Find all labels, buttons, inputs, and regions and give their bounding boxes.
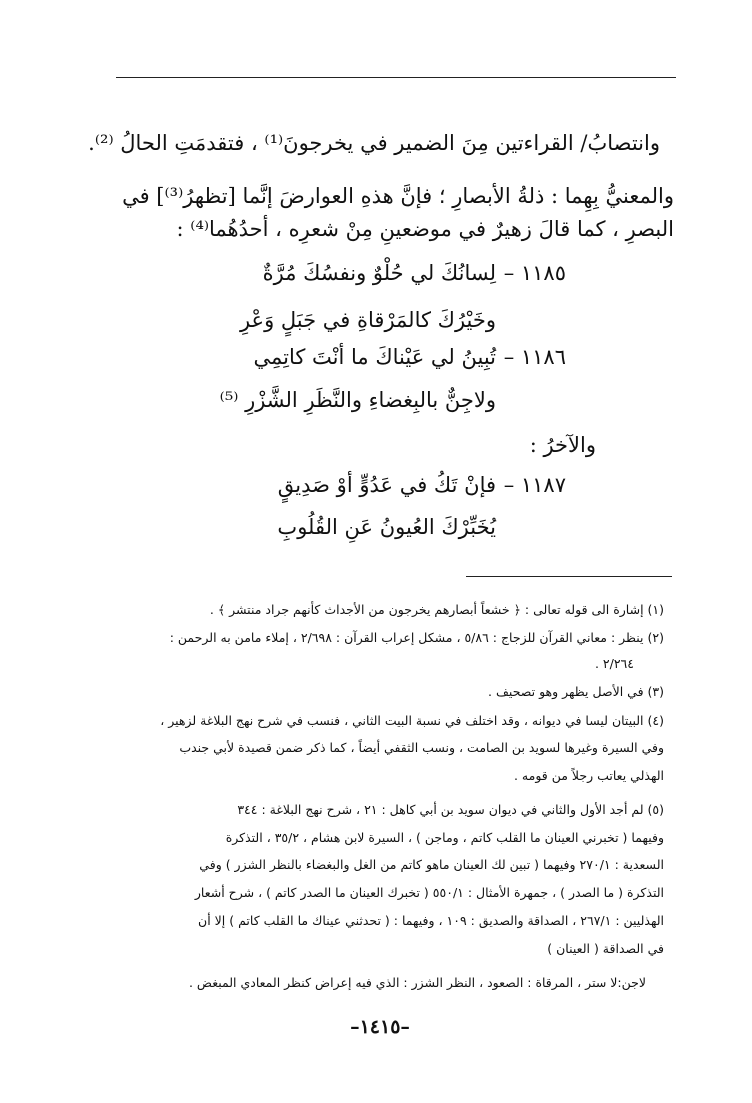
page-number: –١٤١٥–: [350, 1016, 410, 1038]
footnote-5: (٥) لم أجد الأول والثاني في ديوان سويد بن أبي كاهل : ٢١ ، شرح نهج البلاغة : ٣٤٤: [237, 802, 664, 817]
verse-1187-number: ١١٨٧ –: [503, 473, 566, 497]
verse-1187-second: يُخَبِّرْكَ العُيونُ عَنِ القُلُوبِ: [277, 515, 496, 539]
footnote-2: (٢) ينظر : معاني القرآن للزجاج : ٥/٨٦ ، مشكل إعراب القرآن : ٢/٦٩٨ ، إملاء مامن به الرحمن :: [169, 630, 664, 645]
footnote-5-cont-5: في الصداقة ( العينان ): [547, 941, 664, 956]
footnote-5-cont-2: السعدية : ٢٧٠/١ وفيهما ( تبين لك العينان ماهو كاتم من الغل والبغضاء بالنظر الشزر ) وفي: [199, 857, 664, 872]
verse-1186-second: ولاجِنٌّ بالبِغضاءِ والنَّظَرِ الشَّزْرِ ⁽⁵⁾: [219, 388, 496, 412]
verse-1185-second: وخَيْرُكَ كالمَرْقاةِ في جَبَلٍ وَعْرِ: [239, 308, 496, 332]
footnote-3: (٣) في الأصل يظهر وهو تصحيف .: [488, 684, 664, 699]
verse-1186-first: تُبِينُ لي عَيْناكَ ما أنْتَ كاتِمِي: [253, 345, 496, 369]
footnote-4: (٤) البيتان ليسا في ديوانه ، وقد اختلف في نسبة البيت الثاني ، فنسب في شرح نهج البلاغة لزهير ،: [160, 713, 664, 728]
body-line-1: وانتصابُ/ القراءتين مِنَ الضمير في يخرجونَ⁽¹⁾ ، فتقدمَتِ الحالُ ⁽²⁾.: [88, 131, 660, 155]
footnote-5-cont-3: التذكرة ( ما الصدر ) ، جمهرة الأمثال : ٥٥٠/١ ( تخبرك العينان ما الصدر كاتم ) ، شرح أشعار: [194, 885, 664, 900]
verse-1187-first: فإنْ تَكُ في عَدُوٍّ أوْ صَدِيقٍ: [277, 473, 496, 497]
other-verse-label: والآخرُ :: [529, 433, 596, 457]
footnote-5-cont-1: وفيهما ( تخبرني العينان ما القلب كاتم ، وماجن ) ، السيرة لابن هشام ، ٣٥/٢ ، التذكرة: [225, 830, 664, 845]
footnote-4-cont-2: الهذلي يعاتب رجلاً من قومه .: [513, 768, 664, 783]
footnote-4-cont-1: وفي السيرة وغيرها لسويد بن الصامت ، ونسب الثقفي أيضاً ، كما ذكر ضمن قصيدة لأبي جندب: [179, 740, 664, 755]
verse-1185-number: ١١٨٥ –: [503, 261, 566, 285]
footnote-5-cont-4: الهذليين : ٢٦٧/١ ، الصداقة والصديق : ١٠٩ ، وفيهما : ( تحدثني عيناك ما القلب كاتم ) إلا أن: [198, 913, 664, 928]
verse-1185-first: لِسانُكَ لي حُلْوٌ ونفسُكَ مُرَّةٌ: [262, 261, 496, 285]
footnote-2-cont: ٢/٢٦٤ .: [594, 656, 634, 671]
verse-1186-number: ١١٨٦ –: [503, 345, 566, 369]
top-rule: [116, 77, 676, 78]
body-line-2: والمعنيُّ بِهِما : ذلةُ الأبصارِ ؛ فإنَّ هذهِ العوارضَ إنَّما [تظهرُ⁽³⁾] في: [122, 184, 674, 208]
footnote-1: (١) إشارة الى قوله تعالى : ﴿ خشعاً أبصارهم يخرجون من الأجداث كأنهم جراد منتشر ﴾ .: [209, 602, 664, 617]
body-line-3: البصرِ ، كما قالَ زهيرٌ في موضعينِ مِنْ شعرِه ، أحدُهُما⁽⁴⁾ :: [176, 217, 674, 241]
glossary-note: لاجن:لا ستر ، المرقاة : الصعود ، النظر الشزر : الذي فيه إعراض كنظر المعادي المبغض .: [188, 975, 646, 990]
footnote-rule: [466, 576, 672, 577]
